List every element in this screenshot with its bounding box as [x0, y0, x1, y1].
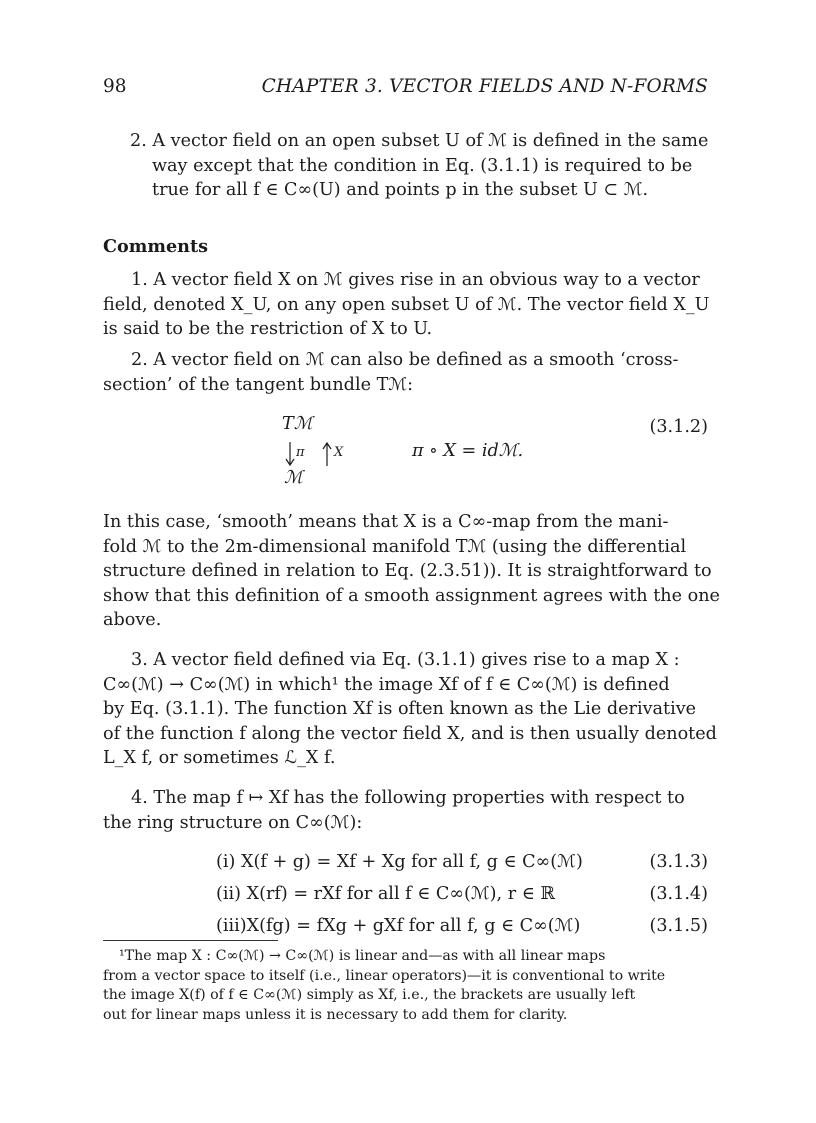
property-additivity: (i) X(f + g) = Xf + Xg for all f, g ∈ C∞(ℳ) — [216, 852, 583, 872]
comment-3-paragraph — [103, 648, 717, 771]
property-scalar-linearity: (ii) X(rf) = rXf for all f ∈ C∞(ℳ), r ∈ ℝ — [216, 884, 555, 904]
text-line: fold ℳ to the 2m-dimensional manifold Tℳ (using the differential — [103, 536, 687, 557]
diagram-bottom-label: ℳ — [284, 468, 303, 488]
diagram-top-label: Tℳ — [282, 414, 313, 434]
comment-1-paragraph — [103, 268, 708, 342]
text-line: In this case, ‘smooth’ means that X is a C∞-map from the mani- — [103, 512, 669, 532]
section-equation: π ∘ X = idℳ. — [412, 441, 524, 461]
text-line: L_X f, or sometimes ℒ_X f. — [103, 748, 336, 769]
text-line: by Eq. (3.1.1). The function Xf is often known as the Lie derivative — [103, 699, 697, 720]
section-label: X — [334, 445, 344, 460]
text-line: 2. A vector field on an open subset U of ℳ is defined in the same — [130, 131, 709, 151]
running-title: CHAPTER 3. VECTOR FIELDS AND N-FORMS — [261, 76, 708, 97]
text-line: structure defined in relation to Eq. (2.3.51)). It is straightforward to — [103, 561, 712, 582]
footnote-rule — [103, 940, 278, 941]
text-line: C∞(ℳ) → C∞(ℳ) in which¹ the image Xf of f ∈ C∞(ℳ) is defined — [103, 674, 670, 695]
footnote-line: ¹The map X : C∞(ℳ) → C∞(ℳ) is linear and—as with all linear maps — [119, 948, 606, 964]
footnote-line: the image X(f) of f ∈ C∞(ℳ) simply as Xf, i.e., the brackets are usually left — [103, 987, 636, 1004]
text-line: the ring structure on C∞(ℳ): — [103, 812, 363, 833]
footnote-line: out for linear maps unless it is necessary to add them for clarity. — [103, 1007, 568, 1024]
page-number: 98 — [103, 76, 127, 97]
projection-label: π — [296, 445, 305, 460]
text-line: 3. A vector field defined via Eq. (3.1.1) gives rise to a map X : — [131, 650, 680, 670]
footnote — [103, 947, 708, 1026]
property-leibniz-rule: (iii)X(fg) = fXg + gXf for all f, g ∈ C∞(ℳ) — [216, 916, 581, 936]
text-line: true for all f ∈ C∞(U) and points p in the subset U ⊂ ℳ. — [152, 180, 649, 201]
text-line: 2. A vector field on ℳ can also be defined as a smooth ‘cross- — [131, 350, 679, 370]
item-2-paragraph — [130, 129, 708, 203]
text-line: is said to be the restriction of X to U. — [103, 319, 433, 340]
text-line: 4. The map f ↦ Xf has the following properties with respect to — [131, 788, 685, 808]
text-line: above. — [103, 610, 162, 631]
text-line: show that this definition of a smooth assignment agrees with the one — [103, 585, 720, 606]
comments-heading: Comments — [103, 236, 208, 257]
property-number: (3.1.4) — [649, 884, 708, 904]
text-line: 1. A vector field X on ℳ gives rise in an obvious way to a vector — [131, 270, 700, 290]
text-line: way except that the condition in Eq. (3.1.1) is required to be — [152, 155, 693, 176]
footnote-line: from a vector space to itself (i.e., linear operators)—it is conventional to write — [103, 967, 666, 984]
text-line: of the function f along the vector field X, and is then usually denoted — [103, 723, 717, 744]
text-line: section’ of the tangent bundle Tℳ: — [103, 374, 414, 395]
equation-number: (3.1.2) — [649, 417, 708, 437]
page-header — [103, 76, 708, 102]
text-line: field, denoted X_U, on any open subset U of ℳ. The vector field X_U — [103, 294, 710, 315]
property-number: (3.1.5) — [649, 916, 708, 936]
comment-4-paragraph — [103, 786, 708, 835]
comment-2-paragraph — [103, 348, 708, 397]
property-number: (3.1.3) — [649, 852, 708, 872]
comment-2-continued-paragraph — [103, 510, 720, 633]
